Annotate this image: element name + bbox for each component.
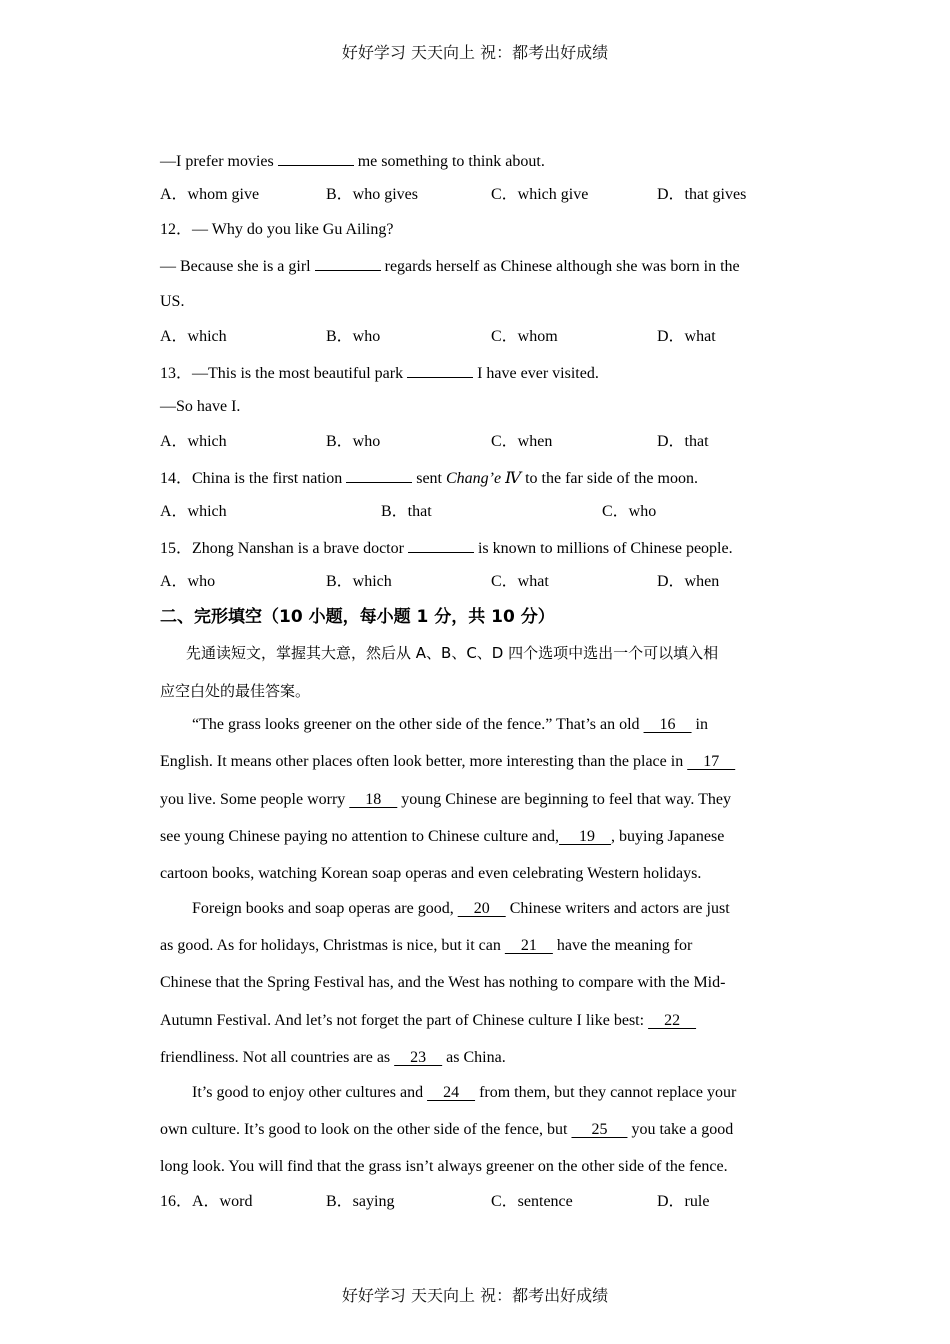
page-header: 好好学习 天天向上 祝：都考出好成绩 [341,43,609,62]
answer-blank [315,254,381,271]
option-d: D．that [657,433,709,450]
blank-16: 16 [643,716,692,733]
q15-question: 15．Zhong Nanshan is a brave doctor is known to millions of Chinese people. [160,536,733,560]
option-d: D．what [657,328,716,345]
option-b: B．which [326,573,392,590]
option-a: A．which [160,433,227,450]
blank-22: 22 [648,1012,697,1029]
option-d: D．that gives [657,186,747,203]
blank-25: 25 [571,1121,628,1138]
option-d: D．rule [657,1193,710,1210]
answer-blank [346,466,412,483]
q12-options [160,326,800,348]
passage-line: Foreign books and soap operas are good, 20 Chinese writers and actors are just [192,900,730,917]
option-c: C．which give [491,186,589,203]
section-instructions: 先通读短文，掌握其大意，然后从 A、B、C、D 四个选项中选出一个可以填入相 [186,644,719,662]
q13-reply: —So have I. [160,398,241,415]
blank-19: 19 [559,828,612,845]
answer-blank [407,361,473,378]
option-a: A．which [160,328,227,345]
page-footer: 好好学习 天天向上 祝：都考出好成绩 [341,1286,609,1305]
option-d: D．when [657,573,720,590]
blank-21: 21 [504,937,553,954]
option-b: B．who [326,328,381,345]
blank-18: 18 [349,791,398,808]
q12-question: 12．— Why do you like Gu Ailing? [160,221,394,238]
q14-question: 14．China is the first nation sent Chang’e Ⅳ to the far side of the moon. [160,466,698,490]
option-c: C．what [491,573,549,590]
q13-question: 13．—This is the most beautiful park I have ever visited. [160,361,599,385]
q11-question: —I prefer movies me something to think about. [160,149,545,173]
option-c: C．when [491,433,553,450]
answer-blank [408,536,474,553]
passage-line: “The grass looks greener on the other side of the fence.” That’s an old 16 in [192,716,708,733]
option-b: B．who gives [326,186,419,203]
option-a: A．whom give [160,186,260,203]
q13-options [160,431,800,453]
passage-line: cartoon books, watching Korean soap operas and even celebrating Western holidays. [160,865,702,882]
passage-line: friendliness. Not all countries are as 23 as China. [160,1049,506,1066]
answer-blank [278,149,354,166]
option-a: A．who [160,573,216,590]
option-b: B．that [381,503,432,520]
passage-line: English. It means other places often look better, more interesting than the place in 17 [160,753,736,770]
option-a: A．which [160,503,227,520]
option-a: 16．A．word [160,1193,253,1210]
option-b: B．who [326,433,381,450]
passage-line: as good. As for holidays, Christmas is nice, but it can 21 have the meaning for [160,937,693,954]
section-instructions-cont: 应空白处的最佳答案。 [160,682,311,700]
option-b: B．saying [326,1193,395,1210]
passage-line: Autumn Festival. And let’s not forget the part of Chinese culture I like best: 22 [160,1012,697,1029]
passage-line: It’s good to enjoy other cultures and 24 from them, but they cannot replace your [192,1084,737,1101]
blank-17: 17 [687,753,736,770]
passage-line: long look. You will find that the grass isn’t always greener on the other side of the fence. [160,1158,728,1175]
q11-options [160,184,800,206]
q16-options [160,1191,800,1213]
blank-20: 20 [457,900,506,917]
option-c: C．whom [491,328,558,345]
blank-24: 24 [427,1084,476,1101]
q12-answer-line-cont: US. [160,293,185,310]
blank-23: 23 [394,1049,443,1066]
section-heading: 二、完形填空（10 小题，每小题 1 分，共 10 分） [160,607,555,627]
passage-line: own culture. It’s good to look on the other side of the fence, but 25 you take a good [160,1121,734,1138]
option-c: C．who [602,503,657,520]
passage-line: you live. Some people worry 18 young Chinese are beginning to feel that way. They [160,791,731,808]
q14-options [160,501,800,523]
q12-answer-line: — Because she is a girl regards herself as Chinese although she was born in the [160,254,740,278]
option-c: C．sentence [491,1193,573,1210]
passage-line: Chinese that the Spring Festival has, and the West has nothing to compare with the Mid- [160,974,726,991]
q15-options [160,571,800,593]
passage-line: see young Chinese paying no attention to Chinese culture and, 19 , buying Japanese [160,828,725,845]
